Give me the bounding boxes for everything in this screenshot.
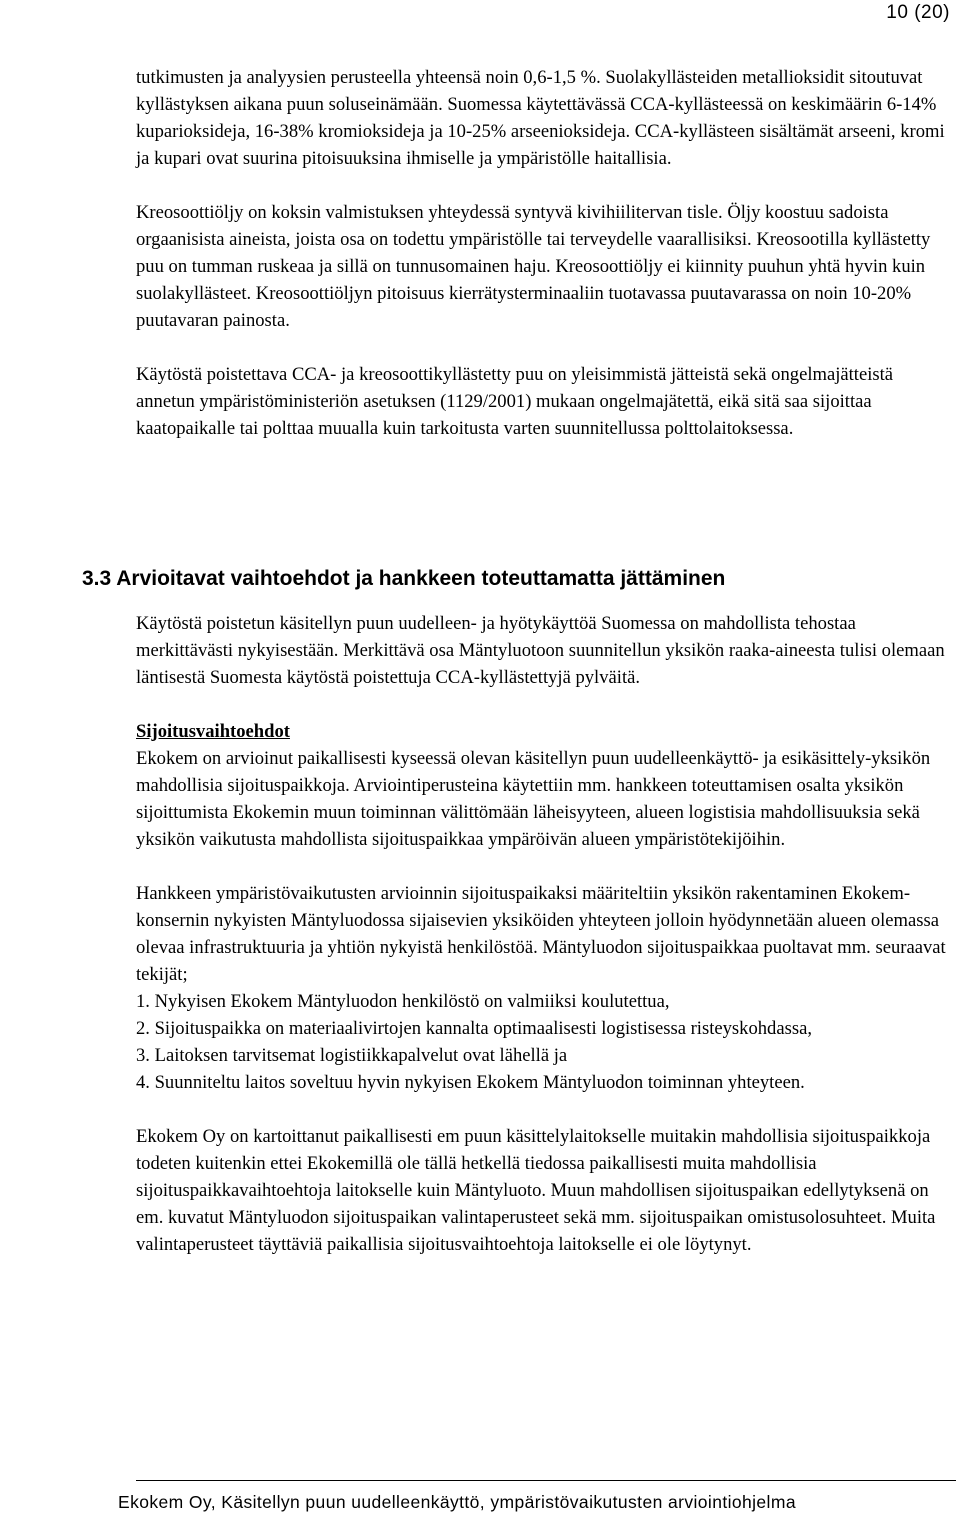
list-item: 1. Nykyisen Ekokem Mäntyluodon henkilöstö on valmiiksi koulutettua, bbox=[136, 991, 670, 1012]
list-item: 3. Laitoksen tarvitsemat logistiikkapalvelut ovat lähellä ja bbox=[136, 1045, 568, 1066]
paragraph-creosote: Kreosoottiöljy on koksin valmistuksen yhteydessä syntyvä kivihiilitervan tisle. Öljy koostuu sadoista orgaanisista aineista, joista osa on todettu ympäristölle tai terveydelle vaarallisiksi. Kreosootilla kyllästetty puu on tumman ruskeaa ja sillä on tunnusomainen haju. Kreosoottiöljy ei kiinnity puuhun yhtä hyvin kuin suolakyllästeet. Kreosoottiöljyn pitoisuus kierrätysterminaaliin tuotavassa puutavarassa on noin 10-20% puutavaran painosta. bbox=[136, 202, 931, 331]
list-item: 4. Suunniteltu laitos soveltuu hyvin nykyisen Ekokem Mäntyluodon toiminnan yhteyteen. bbox=[136, 1072, 805, 1093]
paragraph-cca-content: tutkimusten ja analyysien perusteella yhteensä noin 0,6-1,5 %. Suolakyllästeiden metallioksidit sitoutuvat kyllästyksen aikana puun soluseinämään. Suomessa käytettävässä CCA-kyllästeessä on keskimäärin 6-14% kuparioksideja, 16-38% kromioksideja ja 10-25% arseenioksideja. CCA-kyllästeen sisältämät arseeni, kromi ja kupari ovat suurina pitoisuuksina ihmiselle ja ympäristölle haitallisia. bbox=[136, 67, 945, 169]
footer-divider bbox=[136, 1480, 956, 1481]
paragraph-hazardous-waste: Käytöstä poistettava CCA- ja kreosoottikyllästetty puu on yleisimmistä jätteistä sekä ongelmajätteistä annetun ympäristöministeriön asetuksen (1129/2001) mukaan ongelmajätettä, eikä sitä saa sijoittaa kaatopaikalle tai polttaa muualla kuin tarkoitusta varten suunnitellussa polttolaitoksessa. bbox=[136, 364, 894, 439]
paragraph-site-assessment: Ekokem on arvioinut paikallisesti kyseessä olevan käsitellyn puun uudelleenkäyttö- ja esikäsittely-yksikön mahdollisia sijoituspaikkoja. Arviointiperusteina käytettiin mm. hankkeen toteuttamisen osalta yksikön sijoittumista Ekokemin muun toiminnan välittömään läheisyyteen, alueen logistisia mahdollisuuksia sekä yksikön vaikutusta mahdollista sijoituspaikkaa ympäröivän alueen ympäristötekijöihin. bbox=[136, 748, 931, 850]
paragraph-site-selection: Hankkeen ympäristövaikutusten arvioinnin sijoituspaikaksi määriteltiin yksikön rakentaminen Ekokem-konsernin nykyisten Mäntyluodossa sijaisevien yksiköiden yhteyteen jolloin hyödynnetään alueen olemassa olevaa infrastruktuuria ja yhtiön nykyistä henkilöstöä. Mäntyluodon sijoituspaikkaa puoltavat mm. seuraavat tekijät; bbox=[136, 883, 946, 985]
section-body bbox=[136, 610, 954, 1258]
paragraph-reuse: Käytöstä poistetun käsitellyn puun uudelleen- ja hyötykäyttöä Suomessa on mahdollista tehostaa merkittävästi nykyisestään. Merkittävä osa Mäntyluotoon suunnitellun yksikön raaka-aineesta tulisi olemaan läntisestä Suomesta käytöstä poistettuja CCA-kyllästettyjä pylväitä. bbox=[136, 613, 945, 688]
page-footer: Ekokem Oy, Käsitellyn puun uudelleenkäyttö, ympäristövaikutusten arviointiohjelma bbox=[118, 1492, 796, 1512]
page-number: 10 (20) bbox=[886, 2, 950, 23]
list-item: 2. Sijoituspaikka on materiaalivirtojen kannalta optimaalisesti logistisessa risteyskohdassa, bbox=[136, 1018, 812, 1039]
section-heading: 3.3 Arvioitavat vaihtoehdot ja hankkeen toteuttamatta jättäminen bbox=[82, 567, 726, 590]
subsection-heading: Sijoitusvaihtoehdot bbox=[136, 721, 290, 742]
document-body bbox=[136, 64, 954, 442]
paragraph-alternatives: Ekokem Oy on kartoittanut paikallisesti em puun käsittelylaitokselle muitakin mahdollisia sijoituspaikkoja todeten kuitenkin ettei Ekokemillä ole tällä hetkellä tiedossa paikallisesti muita mahdollisia sijoituspaikkavaihtoehtoja laitokselle kuin Mäntyluoto. Muun mahdollisen sijoituspaikan edellytyksenä on em. kuvatut Mäntyluodon sijoituspaikan valintaperusteet sekä mm. sijoituspaikan omistusolosuhteet. Muita valintaperusteet täyttäviä paikallisia sijoitusvaihtoehtoja laitokselle ei ole löytynyt. bbox=[136, 1126, 936, 1255]
